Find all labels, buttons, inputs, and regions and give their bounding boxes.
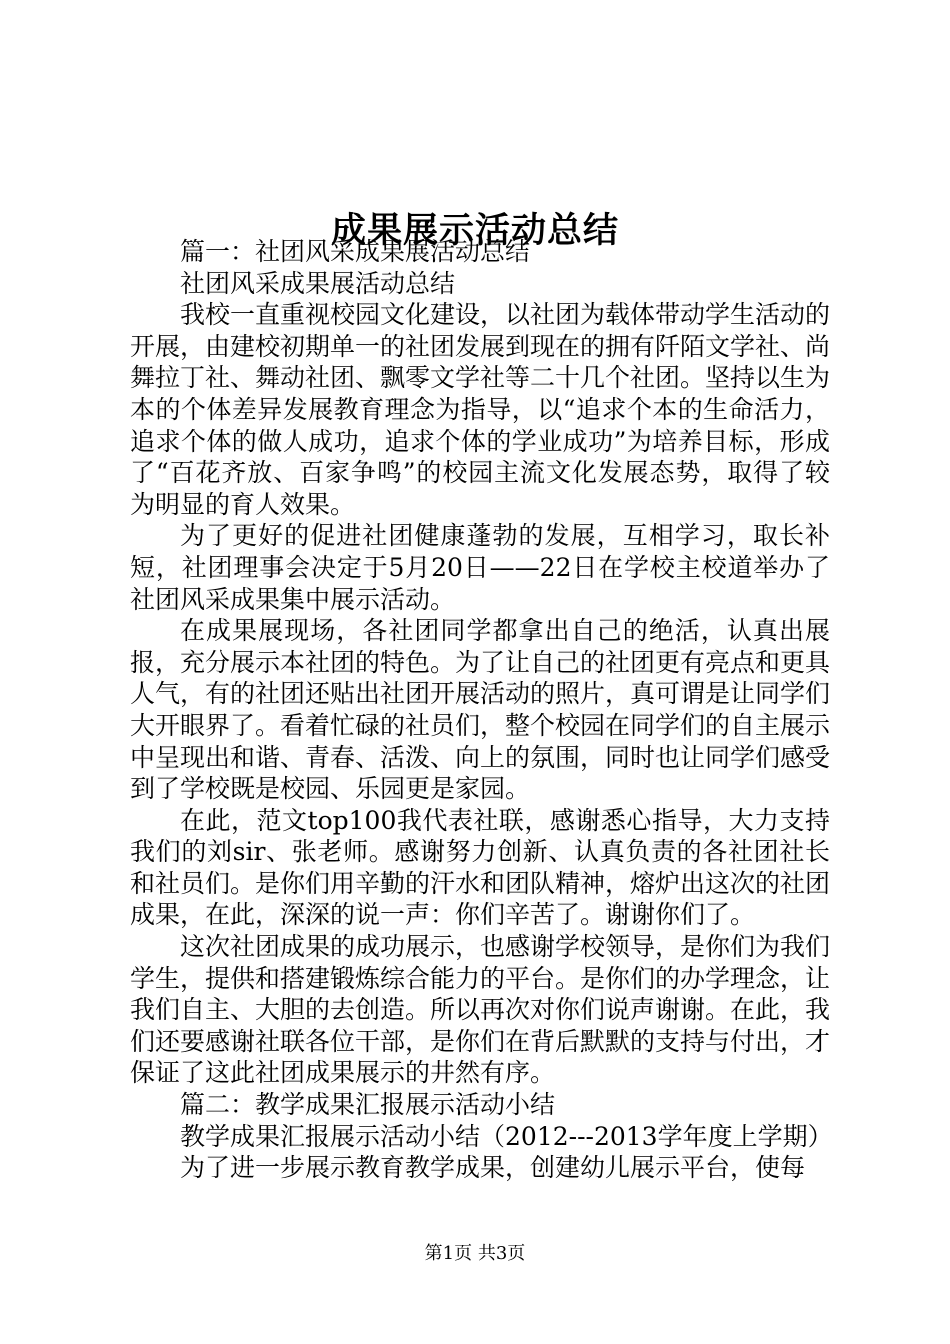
paragraph: 为了更好的促进社团健康蓬勃的发展，互相学习，取长补短，社团理事会决定于5月20日——22日在学校主校道举办了社团风采成果集中展示活动。 (130, 521, 830, 614)
paragraph: 这次社团成果的成功展示，也感谢学校领导，是你们为我们学生，提供和搭建锻炼综合能力的平台。是你们的办学理念，让我们自主、大胆的去创造。所以再次对你们说声谢谢。在此，我们还要感谢社联各位干部，是你们在背后默默的支持与付出，才保证了这此社团成果展示的井然有序。 (130, 932, 831, 1088)
subsection-heading: 社团风采成果展活动总结 (180, 268, 456, 298)
page-title: 成果展示活动总结 (330, 211, 619, 252)
paragraph: 我校一直重视校园文化建设，以社团为载体带动学生活动的开展，由建校初期单一的社团发展到现在的拥有阡陌文学社、尚舞拉丁社、舞动社团、飘零文学社等二十几个社团。坚持以生为本的个体差异发展教育理念为指导，以“追求个本的生命活力，追求个体的做人成功，追求个体的学业成功”为培养目标，形成了“百花齐放、百家争鸣”的校园主流文化发展态势，取得了较为明显的育人效果。 (130, 300, 831, 519)
paragraph: 在此，范文top100我代表社联，感谢悉心指导，大力支持我们的刘sir、张老师。感谢努力创新、认真负责的各社团社长和社员们。是你们用辛勤的汗水和团队精神，熔炉出这次的社团成果，在此，深深的说一声：你们辛苦了。谢谢你们了。 (130, 805, 831, 930)
page-footer: 第1页 共3页 (424, 1243, 526, 1264)
paragraph: 在成果展现场，各社团同学都拿出自己的绝活，认真出展报，充分展示本社团的特色。为了让自己的社团更有亮点和更具人气，有的社团还贴出社团开展活动的照片，真可谓是让同学们大开眼界了。看着忙碌的社员们，整个校园在同学们的自主展示中呈现出和谐、青春、活泼、向上的氛围，同时也让同学们感受到了学校既是校园、乐园更是家园。 (130, 616, 831, 804)
section-heading: 篇一：社团风采成果展活动总结 (180, 237, 531, 266)
section-heading: 篇二：教学成果汇报展示活动小结 (180, 1090, 556, 1120)
paragraph: 为了进一步展示教育教学成果，创建幼儿展示平台，使每 (180, 1153, 806, 1183)
document-body (130, 236, 833, 1184)
subsection-heading: 教学成果汇报展示活动小结（2012---2013学年度上学期） (180, 1121, 833, 1151)
